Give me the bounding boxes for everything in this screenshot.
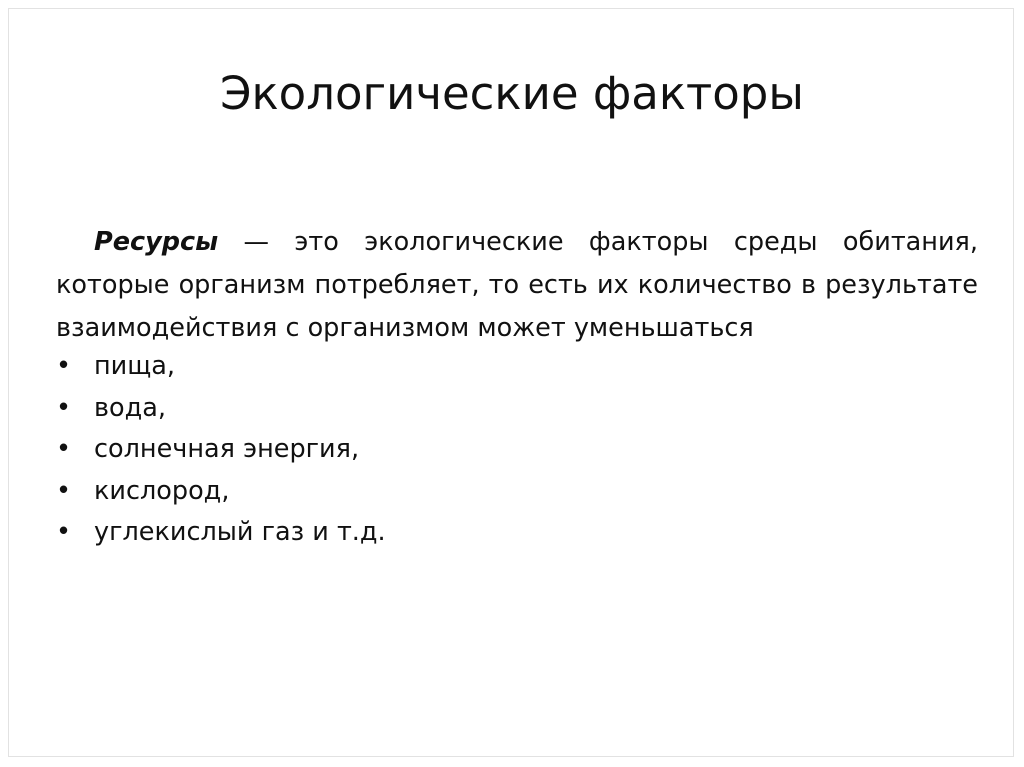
definition-term: Ресурсы xyxy=(94,227,219,257)
bullet-icon: • xyxy=(56,475,72,506)
list-item-text: вода, xyxy=(94,392,166,423)
definition-paragraph xyxy=(56,221,978,350)
bullet-icon: • xyxy=(56,392,72,423)
list-item xyxy=(56,471,386,513)
list-item xyxy=(56,429,386,471)
list-item-text: углекислый газ и т.д. xyxy=(94,517,386,547)
bullet-icon: • xyxy=(56,351,72,381)
list-item xyxy=(56,346,386,388)
bullet-icon: • xyxy=(56,434,72,464)
list-item-text: пища, xyxy=(94,351,175,381)
list-item-text: солнечная энергия, xyxy=(94,434,360,464)
bullet-icon: • xyxy=(56,517,72,547)
resource-list xyxy=(56,346,386,554)
list-item-text: кислород, xyxy=(94,475,230,506)
slide-title: Экологические факторы xyxy=(220,67,804,120)
list-item xyxy=(56,512,386,554)
list-item xyxy=(56,388,386,430)
definition-text: — это экологические факторы среды обитания, которые организм потребляет, то есть их количество в результате взаимодействия с организмом может уменьшаться xyxy=(56,227,978,343)
